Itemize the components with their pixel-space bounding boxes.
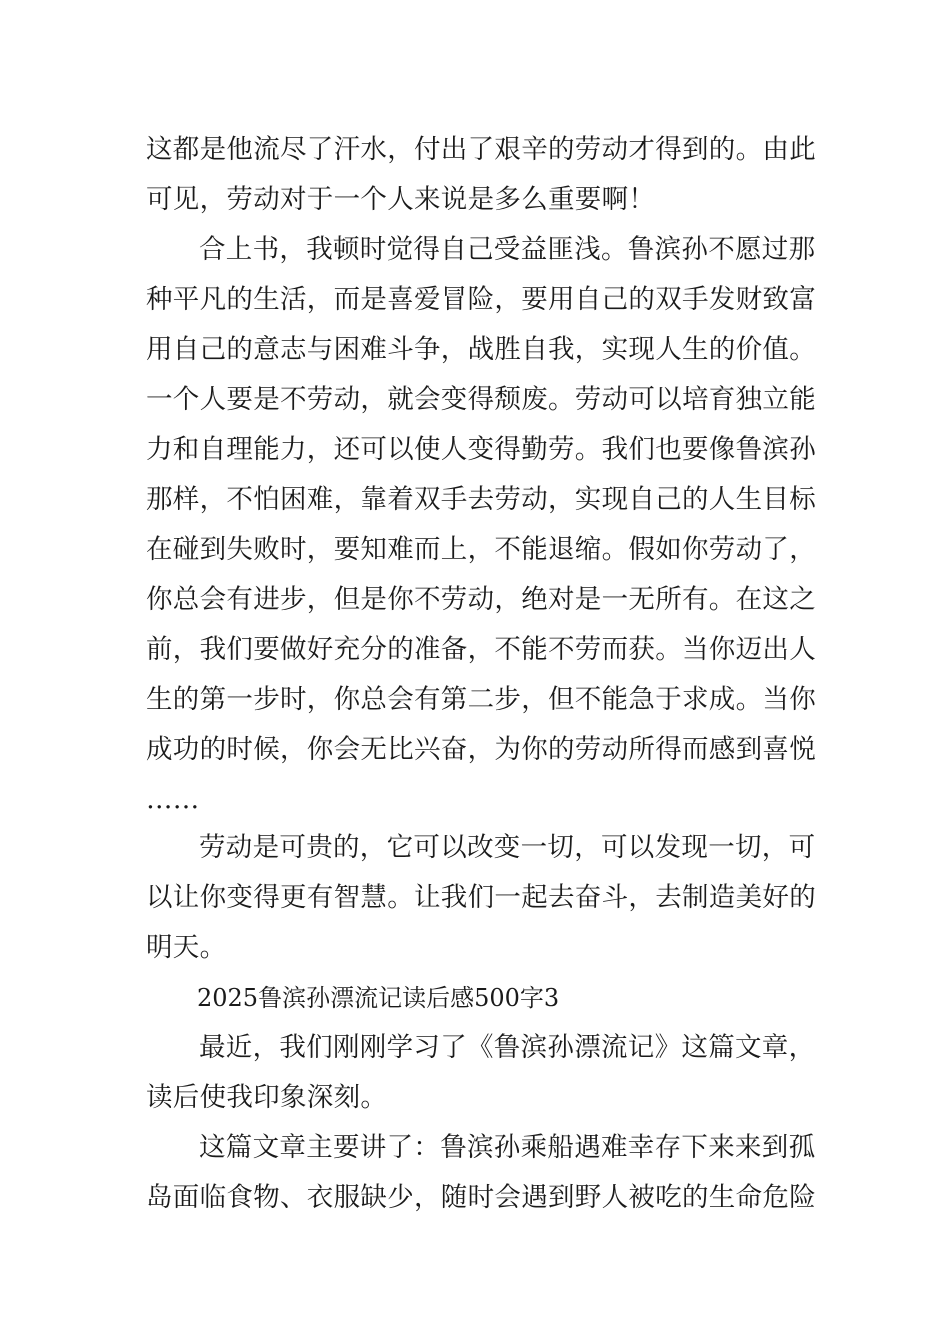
text-line: 生的第一步时，你总会有第二步，但不能急于求成。当你 [146,684,816,715]
text-line: 在碰到失败时，要知难而上，不能退缩。假如你劳动了， [146,534,816,565]
paragraph-first-line: 劳动是可贵的，它可以改变一切，可以发现一切，可 [199,832,816,863]
text-line: 用自己的意志与困难斗争，战胜自我，实现人生的价值。 [146,334,816,365]
text-line: 可见，劳动对于一个人来说是多么重要啊！ [146,184,656,215]
text-line: 明天。 [146,932,227,963]
text-line: 以让你变得更有智慧。让我们一起去奋斗，去制造美好的 [146,882,816,913]
text-line: 岛面临食物、衣服缺少，随时会遇到野人被吃的生命危险 [146,1182,816,1213]
paragraph-first-line: 最近，我们刚刚学习了《鲁滨孙漂流记》这篇文章， [199,1032,816,1063]
text-line: 那样，不怕困难，靠着双手去劳动，实现自己的人生目标 [146,484,816,515]
ellipsis-line: …… [146,784,200,815]
text-line: 读后使我印象深刻。 [146,1082,388,1113]
text-line: 成功的时候，你会无比兴奋，为你的劳动所得而感到喜悦 [146,734,816,765]
paragraph-first-line: 合上书，我顿时觉得自己受益匪浅。鲁滨孙不愿过那 [199,234,816,265]
text-line: 这都是他流尽了汗水，付出了艰辛的劳动才得到的。由此 [146,134,816,165]
text-line: 一个人要是不劳动，就会变得颓废。劳动可以培育独立能 [146,384,816,415]
text-line: 力和自理能力，还可以使人变得勤劳。我们也要像鲁滨孙 [146,434,816,465]
paragraph-first-line: 这篇文章主要讲了：鲁滨孙乘船遇难幸存下来来到孤 [199,1132,816,1163]
text-line: 你总会有进步，但是你不劳动，绝对是一无所有。在这之 [146,584,816,615]
section-heading: 2025鲁滨孙漂流记读后感500字3 [197,984,560,1012]
text-line: 前，我们要做好充分的准备，不能不劳而获。当你迈出人 [146,634,816,665]
text-line: 种平凡的生活，而是喜爱冒险，要用自己的双手发财致富 [146,284,816,315]
